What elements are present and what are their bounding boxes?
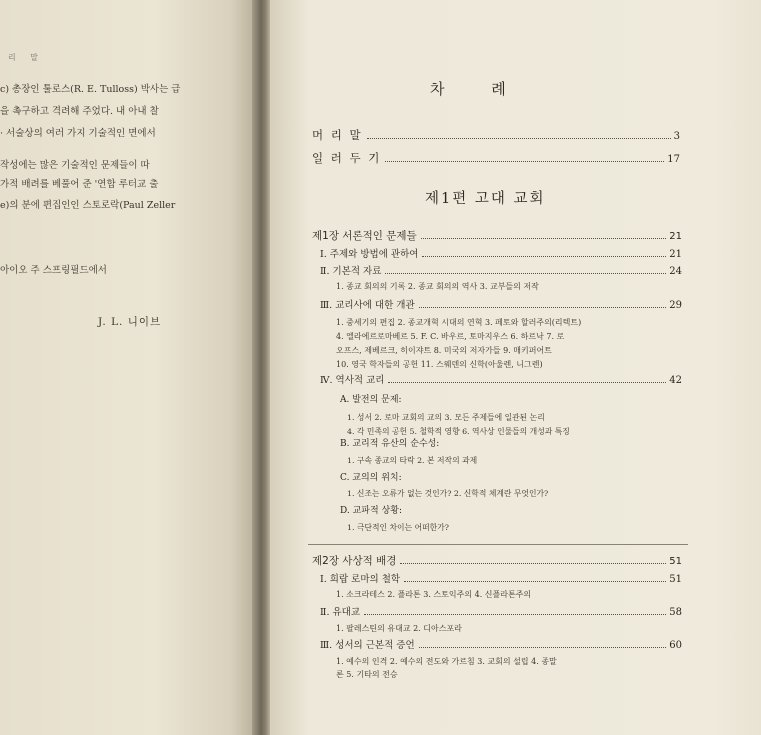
left-page-line: c) 총장인 툴로스(R. E. Tulloss) 박사는 급 (0, 84, 181, 95)
book-gutter (252, 0, 272, 735)
toc-entry-page: 42 (669, 375, 682, 386)
dot-leader (385, 161, 664, 162)
toc-subitems: 1. 예수의 인격 2. 예수의 전도와 가르침 3. 교회의 설립 4. 종말 (336, 657, 557, 666)
dot-leader (421, 238, 667, 239)
left-page-line: 을 촉구하고 격려해 주었다. 내 아내 찰 (0, 106, 159, 117)
toc-entry-label: 일 러 두 기 (312, 151, 382, 165)
toc-entry-label: Ⅱ. 유대교 (320, 607, 361, 618)
toc-entry-page: 17 (667, 154, 680, 165)
divider (308, 544, 688, 545)
toc-chapter-1[interactable] (312, 228, 682, 243)
dot-leader (404, 581, 666, 582)
toc-entry-label: 제2장 사상적 배경 (312, 555, 397, 567)
toc-entry-page: 60 (669, 640, 682, 651)
toc-entry-page: 21 (669, 249, 682, 260)
dot-leader (364, 614, 666, 615)
toc-section[interactable] (320, 604, 682, 618)
toc-subitems: 1. 종교 회의의 기록 2. 종교 회의의 역사 3. 교부들의 저작 (336, 282, 539, 291)
toc-subitems: 론 5. 기타의 전승 (336, 670, 398, 679)
toc-section[interactable] (320, 571, 682, 585)
toc-subitems: 1. 소크라테스 2. 플라톤 3. 스토익주의 4. 신플라톤주의 (336, 590, 532, 599)
dot-leader (419, 307, 667, 308)
toc-subsection[interactable]: A. 발전의 문제: (340, 395, 402, 405)
left-page (0, 0, 256, 735)
dot-leader (385, 273, 666, 274)
toc-title-char: 례 (491, 80, 509, 98)
toc-subsection[interactable]: C. 교의의 위치: (340, 473, 402, 483)
toc-entry-preface[interactable] (312, 127, 680, 143)
part-title: 제1편 고대 교회 (425, 191, 546, 207)
toc-entry-label: Ⅲ. 성서의 근본적 증언 (320, 640, 415, 651)
left-page-line: · 서술상의 여러 가지 기술적인 면에서 (0, 128, 156, 139)
toc-subitems: 4. 엘라에르로마베르 5. F. C. 바우르, 토마지우스 6. 하르낙 7. 로 (336, 332, 565, 341)
toc-subsection[interactable]: D. 교파적 상황: (340, 506, 402, 516)
left-page-line: e)의 분에 편집인인 스토로락(Paul Zeller (0, 200, 176, 211)
toc-subitems: 1. 신조는 오류가 없는 것인가? 2. 신학적 체계란 무엇인가? (347, 489, 549, 498)
toc-subsection[interactable]: B. 교리적 유산의 순수성: (340, 439, 440, 449)
toc-subitems: 1. 성서 2. 로마 교회의 교의 3. 모든 주제들에 일관된 논리 (347, 413, 545, 422)
toc-entry-page: 51 (669, 556, 682, 567)
toc-subitems: 오프스, 제베르크, 히이쟈트 8. 미국의 저자가들 9. 매키퍼어트 (336, 346, 552, 355)
toc-subitems: 1. 구속 종교의 타락 2. 본 저작의 과제 (347, 456, 478, 465)
left-page-line: 작성에는 많은 기술적인 문제들이 따 (0, 160, 150, 171)
toc-section[interactable] (320, 637, 682, 651)
toc-entry-label: 머 리 말 (312, 128, 363, 142)
toc-entry-page: 21 (669, 231, 682, 242)
left-page-header: 리 말 (8, 53, 44, 62)
toc-entry-page: 3 (673, 131, 680, 142)
signature-place: 아이오 주 스프링필드에서 (0, 265, 107, 276)
dot-leader (422, 256, 666, 257)
toc-subitems: 1. 팔레스틴의 유대교 2. 디아스포라 (336, 624, 462, 633)
toc-entry-page: 29 (669, 300, 682, 311)
toc-entry-page: 51 (669, 574, 682, 585)
toc-subitems: 4. 각 민족의 공헌 5. 철학적 영향 6. 역사상 인물들의 개성과 특징 (347, 427, 570, 436)
dot-leader (388, 382, 666, 383)
toc-subitems: 1. 중세기의 편집 2. 종교개혁 시대의 연혁 3. 페토와 할러주의(리텍트) (336, 318, 582, 327)
left-page-line: 가적 배려를 베풀어 준 '연합 루터교 출 (0, 179, 159, 190)
toc-entry-label: Ⅳ. 역사적 교리 (320, 375, 385, 386)
toc-title (430, 78, 509, 99)
toc-subitems: 1. 극단적인 차이는 어떠한가? (347, 523, 449, 532)
toc-title-char: 차 (430, 80, 448, 98)
toc-section[interactable] (320, 246, 682, 260)
toc-entry-label: Ⅰ. 주제와 방법에 관하여 (320, 249, 419, 260)
toc-chapter-2[interactable] (312, 553, 682, 568)
toc-entry-notes[interactable] (312, 150, 680, 166)
dot-leader (367, 138, 671, 139)
toc-entry-label: Ⅱ. 기본적 자료 (320, 266, 382, 277)
toc-section[interactable] (320, 263, 682, 277)
toc-entry-label: Ⅲ. 교리사에 대한 개관 (320, 300, 415, 311)
toc-subitems: 10. 영국 학자들의 공헌 11. 스웨덴의 신학(아울렌, 니그렌) (336, 360, 543, 369)
author-name: J. L. 니이브 (98, 316, 162, 328)
toc-entry-label: Ⅰ. 희랍 로마의 철학 (320, 574, 401, 585)
dot-leader (419, 647, 667, 648)
dot-leader (400, 563, 666, 564)
toc-entry-page: 24 (669, 266, 682, 277)
toc-entry-label: 제1장 서론적인 문제들 (312, 230, 417, 242)
toc-entry-page: 58 (669, 607, 682, 618)
toc-section[interactable] (320, 372, 682, 386)
toc-section[interactable] (320, 297, 682, 311)
